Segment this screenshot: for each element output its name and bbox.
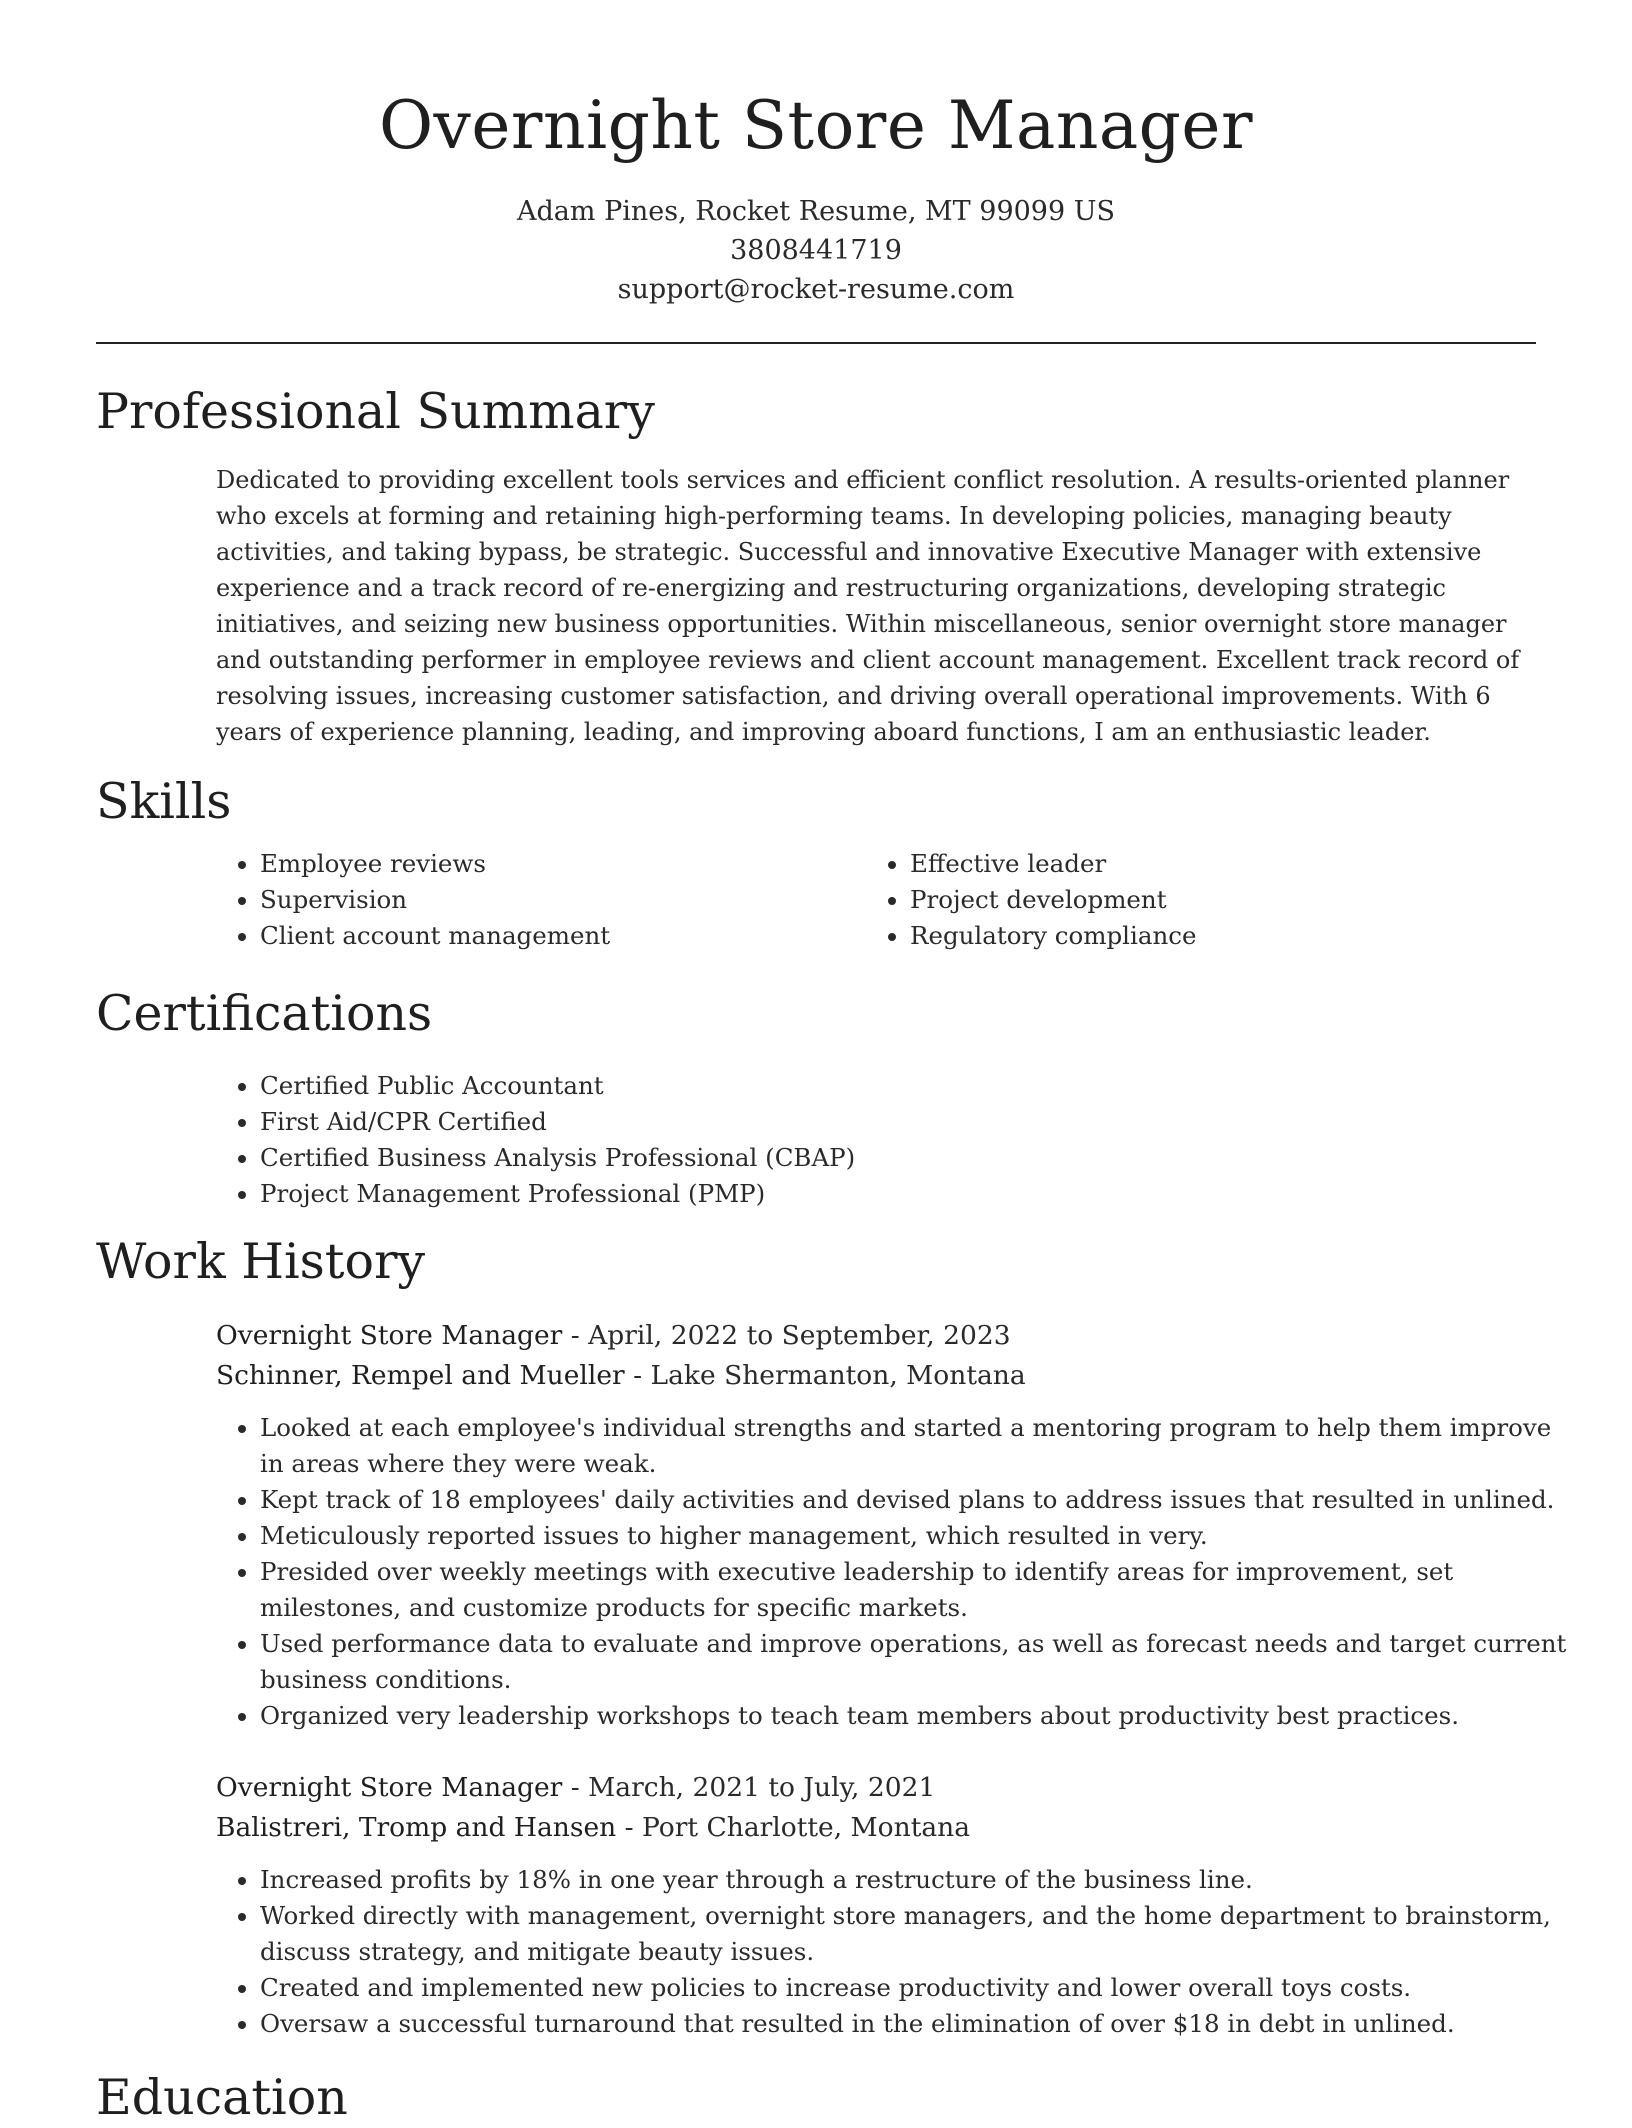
phone-number: 3808441719 (730, 235, 902, 266)
job-location: - Port Charlotte, Montana (616, 1812, 971, 1843)
skills-list-right (866, 846, 1530, 954)
job-bullet: • Increased profits by 18% in one year through a restructure of the business line. (260, 1862, 1580, 1898)
resume-header (0, 0, 1632, 309)
certification-item: • First Aid/CPR Certified (260, 1104, 1460, 1140)
certifications-list (216, 1068, 1460, 1212)
certification-item: • Certified Business Analysis Professional (CBAP) (260, 1140, 1460, 1176)
job-company: Balistreri, Tromp and Hansen (216, 1812, 617, 1843)
job-location: - Lake Shermanton, Montana (624, 1360, 1026, 1391)
resume-title: Overnight Store Manager (378, 87, 1254, 164)
job-bullet: • Presided over weekly meetings with executive leadership to identify areas for improvement, set milestones, and customize products for specific markets. (260, 1554, 1580, 1626)
job-dates: - April, 2022 to September, 2023 (562, 1320, 1011, 1351)
job-bullet: • Looked at each employee's individual strengths and started a mentoring program to help them improve in areas where they were weak. (260, 1410, 1580, 1482)
job-bullets (216, 1862, 1580, 2042)
skill-item: • Project development (910, 882, 1530, 918)
email-address: support@rocket-resume.com (617, 274, 1015, 305)
job-company-line (216, 1808, 970, 1848)
skill-item: • Client account management (260, 918, 880, 954)
job-company-line (216, 1356, 1026, 1396)
job-bullets (216, 1410, 1580, 1734)
certification-item: • Project Management Professional (PMP) (260, 1176, 1460, 1212)
job-bullet: • Kept track of 18 employees' daily activities and devised plans to address issues that resulted in unlined. (260, 1482, 1580, 1518)
header-divider (96, 342, 1536, 344)
skill-item: • Regulatory compliance (910, 918, 1530, 954)
skills-heading: Skills (96, 773, 232, 830)
job-bullet: • Created and implemented new policies to increase productivity and lower overall toys costs. (260, 1970, 1580, 2006)
job-title: Overnight Store Manager (216, 1320, 563, 1351)
skill-item: • Supervision (260, 882, 880, 918)
skill-item: • Employee reviews (260, 846, 880, 882)
job-title-line (216, 1316, 1011, 1356)
job-bullet: • Oversaw a successful turnaround that resulted in the elimination of over $18 in debt in unlined. (260, 2006, 1580, 2042)
job-title-line (216, 1768, 935, 1808)
summary-heading: Professional Summary (96, 383, 655, 440)
education-heading: Education (96, 2069, 348, 2126)
job-bullet: • Meticulously reported issues to higher management, which resulted in very. (260, 1518, 1580, 1554)
job-title: Overnight Store Manager (216, 1772, 563, 1803)
certifications-heading: Certifications (96, 985, 433, 1042)
summary-text: Dedicated to providing excellent tools services and efficient conflict resolution. A results-oriented planner who excels at forming and retaining high-performing teams. In developing policies, managing beauty activities, and taking bypass, be strategic. Successful and innovative Executive Manager with extensive experience and a track record of re-energizing and restructuring organizations, developing strategic initiatives, and seizing new business opportunities. Within miscellaneous, senior overnight store manager and outstanding performer in employee reviews and client account management. Excellent track record of resolving issues, increasing customer satisfaction, and driving overall operational improvements. With 6 years of experience planning, leading, and improving aboard functions, I am an enthusiastic leader. (216, 466, 1520, 746)
job-bullet: • Worked directly with management, overnight store managers, and the home department to brainstorm, discuss strategy, and mitigate beauty issues. (260, 1898, 1580, 1970)
contact-info (0, 192, 1632, 309)
skill-item: • Effective leader (910, 846, 1530, 882)
work-history-heading: Work History (96, 1233, 426, 1290)
address-line: Adam Pines, Rocket Resume, MT 99099 US (517, 196, 1115, 227)
job-bullet: • Used performance data to evaluate and improve operations, as well as forecast needs and target current business conditions. (260, 1626, 1580, 1698)
job-company: Schinner, Rempel and Mueller (216, 1360, 625, 1391)
job-bullet: • Organized very leadership workshops to teach team members about productivity best practices. (260, 1698, 1580, 1734)
skills-list-left (216, 846, 880, 954)
job-dates: - March, 2021 to July, 2021 (562, 1772, 936, 1803)
certification-item: • Certified Public Accountant (260, 1068, 1460, 1104)
